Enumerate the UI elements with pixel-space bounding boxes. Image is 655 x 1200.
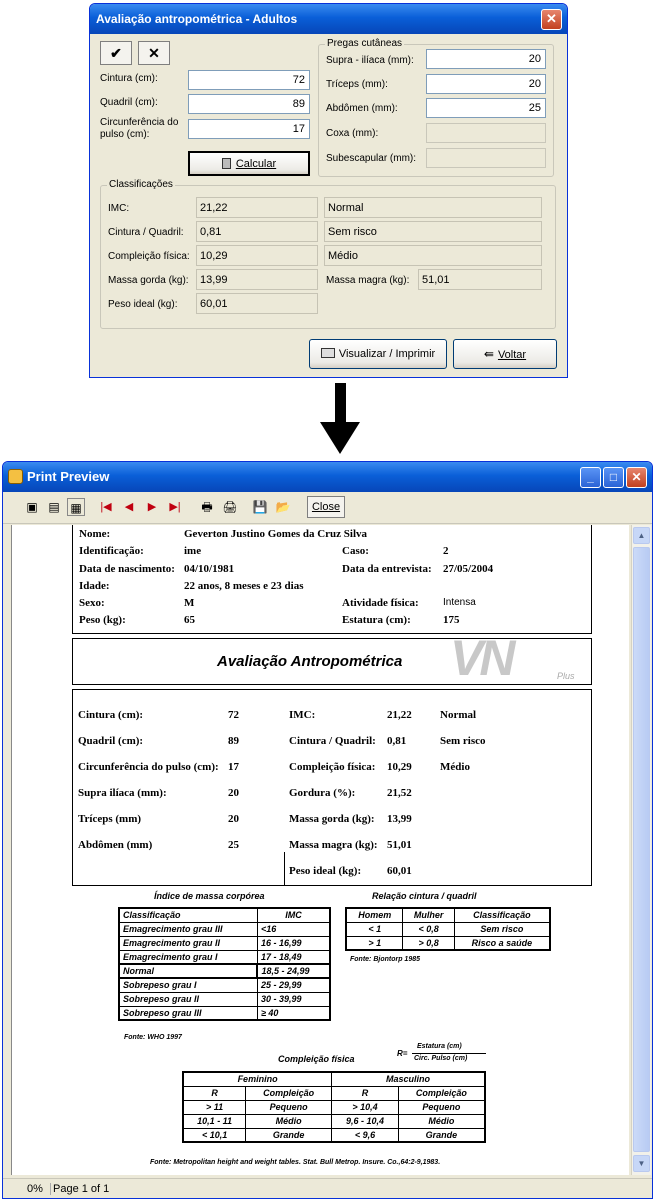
comp-th: Compleição bbox=[246, 1086, 332, 1100]
minimize-icon[interactable]: _ bbox=[580, 467, 601, 488]
classificacoes-title: Classificações bbox=[109, 179, 173, 190]
down-arrow-icon bbox=[320, 422, 360, 454]
peso-label: Peso (kg): bbox=[79, 614, 126, 626]
caso-label: Caso: bbox=[342, 545, 369, 557]
maximize-icon[interactable]: □ bbox=[603, 467, 624, 488]
peso-ideal-value: 60,01 bbox=[196, 293, 318, 314]
rcq-th: Mulher bbox=[403, 908, 454, 922]
table-row bbox=[183, 1128, 485, 1142]
peso-ideal-label: Peso ideal (kg): bbox=[108, 299, 178, 310]
r-quadril-label: Quadril (cm): bbox=[78, 735, 144, 747]
r-comp: 10,29 bbox=[387, 761, 412, 773]
app-icon bbox=[8, 469, 23, 484]
comp-cell: Pequeno bbox=[246, 1100, 332, 1114]
idade-value: 22 anos, 8 meses e 23 dias bbox=[184, 580, 304, 592]
imc-cell: 17 - 18,49 bbox=[257, 950, 330, 964]
comp-cell: < 9,6 bbox=[332, 1128, 399, 1142]
imc-table bbox=[118, 907, 331, 1021]
r-quadril: 89 bbox=[228, 735, 239, 747]
comp-table-groups bbox=[183, 1072, 485, 1086]
imc-cell: 18,5 - 24,99 bbox=[257, 964, 330, 978]
voltar-button[interactable] bbox=[453, 339, 557, 369]
status-page: Page 1 of 1 bbox=[50, 1183, 109, 1195]
pulso-label-line1: Circunferência do bbox=[100, 117, 179, 128]
table-row bbox=[119, 922, 330, 936]
abdomen-input[interactable]: 25 bbox=[426, 98, 546, 118]
preview-titlebar bbox=[3, 462, 652, 492]
single-page-icon[interactable]: ▣ bbox=[26, 500, 38, 514]
table-row bbox=[119, 992, 330, 1006]
r-imc: 21,22 bbox=[387, 709, 412, 721]
comp-table-source: Fonte: Metropolitan height and weight tables. Stat. Bull Metrop. Insure. Co.,64:2-9,1983. bbox=[150, 1159, 441, 1166]
r-cq-label: Cintura / Quadril: bbox=[289, 735, 376, 747]
comp-th: R bbox=[332, 1086, 399, 1100]
scroll-up-icon[interactable]: ▲ bbox=[633, 527, 650, 544]
comp-cell: Médio bbox=[246, 1114, 332, 1128]
formula-fraction-line bbox=[412, 1053, 486, 1054]
id-value: ime bbox=[184, 545, 202, 557]
entrevista-value: 27/05/2004 bbox=[443, 563, 494, 575]
page-width-icon[interactable]: ▤ bbox=[48, 500, 60, 514]
peso-ideal-divider bbox=[284, 852, 285, 886]
imc-cell: Normal bbox=[119, 964, 257, 978]
status-bar bbox=[3, 1178, 652, 1198]
report-title: Avaliação Antropométrica bbox=[217, 653, 403, 670]
patient-info-box bbox=[72, 525, 592, 634]
rcq-table-header bbox=[346, 908, 550, 922]
rcq-table-title: Relação cintura / quadril bbox=[372, 891, 477, 901]
r-gordura-label: Gordura (%): bbox=[289, 787, 356, 799]
r-abdomen: 25 bbox=[228, 839, 239, 851]
imc-th-0: Classificação bbox=[119, 908, 257, 922]
scroll-down-icon[interactable]: ▼ bbox=[633, 1155, 650, 1172]
quadril-input[interactable]: 89 bbox=[188, 94, 310, 114]
comp-cell: 9,6 - 10,4 bbox=[332, 1114, 399, 1128]
imc-cell: Sobrepeso grau II bbox=[119, 992, 257, 1006]
vertical-scrollbar[interactable] bbox=[631, 525, 651, 1175]
anthropometric-dialog bbox=[89, 3, 568, 378]
supra-label: Supra - ilíaca (mm): bbox=[326, 55, 414, 66]
r-imc-label: IMC: bbox=[289, 709, 316, 721]
r-cq-class: Sem risco bbox=[440, 735, 486, 747]
comp-formula-den: Circ. Pulso (cm) bbox=[414, 1055, 468, 1062]
imc-value: 21,22 bbox=[196, 197, 318, 218]
r-mgorda-label: Massa gorda (kg): bbox=[289, 813, 375, 825]
entrevista-label: Data da entrevista: bbox=[342, 563, 432, 575]
dialog-titlebar bbox=[90, 4, 567, 34]
scroll-thumb[interactable] bbox=[633, 547, 650, 1152]
report-page bbox=[11, 525, 629, 1175]
mmagra-label: Massa magra (kg): bbox=[326, 275, 410, 286]
table-row bbox=[119, 978, 330, 992]
r-triceps-label: Tríceps (mm) bbox=[78, 813, 142, 825]
r-mmagra: 51,01 bbox=[387, 839, 412, 851]
comp-group-feminino: Feminino bbox=[183, 1072, 332, 1086]
next-page-icon[interactable]: ▶ bbox=[147, 501, 157, 513]
imc-cell: Sobrepeso grau III bbox=[119, 1006, 257, 1020]
confirm-check-icon[interactable]: ✔ bbox=[100, 41, 132, 65]
r-peso-label: Peso ideal (kg): bbox=[289, 865, 362, 877]
whole-page-icon[interactable]: ▦ bbox=[67, 498, 85, 516]
estatura-label: Estatura (cm): bbox=[342, 614, 411, 626]
pulso-label-line2: pulso (cm): bbox=[100, 129, 150, 140]
coxa-input[interactable] bbox=[426, 123, 546, 143]
pulso-input[interactable]: 17 bbox=[188, 119, 310, 139]
status-zoom: 0% bbox=[27, 1183, 43, 1195]
cq-class: Sem risco bbox=[324, 221, 542, 242]
comp-th: Compleição bbox=[398, 1086, 485, 1100]
imc-label: IMC: bbox=[108, 203, 130, 214]
imc-cell: Emagrecimento grau II bbox=[119, 936, 257, 950]
comp-formula-r: R= bbox=[397, 1049, 408, 1058]
r-mmagra-label: Massa magra (kg): bbox=[289, 839, 378, 851]
comp-class: Médio bbox=[324, 245, 542, 266]
comp-cell: Pequeno bbox=[398, 1100, 485, 1114]
rcq-table-source: Fonte: Bjontorp 1985 bbox=[350, 956, 421, 963]
imc-cell: <16 bbox=[257, 922, 330, 936]
id-label: Identificação: bbox=[79, 545, 144, 557]
print-setup-icon[interactable]: 🖶 bbox=[201, 500, 213, 514]
window-close-icon[interactable]: ✕ bbox=[626, 467, 647, 488]
comp-value: 10,29 bbox=[196, 245, 318, 266]
down-arrow-shaft bbox=[335, 383, 346, 423]
cintura-label: Cintura (cm): bbox=[100, 73, 158, 84]
nasc-label: Data de nascimento: bbox=[79, 563, 175, 575]
r-pulso: 17 bbox=[228, 761, 239, 773]
imc-cell: Sobrepeso grau I bbox=[119, 978, 257, 992]
first-page-icon[interactable]: |◀ bbox=[100, 501, 112, 513]
estatura-value: 175 bbox=[443, 614, 460, 626]
preview-toolbar bbox=[3, 492, 652, 524]
triceps-label: Tríceps (mm): bbox=[326, 79, 388, 90]
r-gordura: 21,52 bbox=[387, 787, 412, 799]
rcq-cell: Risco a saúde bbox=[454, 936, 550, 950]
imc-th-1: IMC bbox=[257, 908, 330, 922]
peso-value: 65 bbox=[184, 614, 195, 626]
imc-table-source: Fonte: WHO 1997 bbox=[124, 1034, 182, 1041]
r-comp-class: Médio bbox=[440, 761, 470, 773]
atividade-label: Atividade física: bbox=[342, 597, 419, 609]
table-row bbox=[119, 964, 330, 978]
comp-cell: Grande bbox=[398, 1128, 485, 1142]
prev-page-icon[interactable]: ◀ bbox=[124, 501, 134, 513]
r-triceps: 20 bbox=[228, 813, 239, 825]
imc-cell: 30 - 39,99 bbox=[257, 992, 330, 1006]
mmagra-value: 51,01 bbox=[418, 269, 542, 290]
pregas-title: Pregas cutâneas bbox=[327, 38, 403, 49]
cq-value: 0,81 bbox=[196, 221, 318, 242]
table-row bbox=[183, 1114, 485, 1128]
comp-cell: 10,1 - 11 bbox=[183, 1114, 246, 1128]
sexo-value: M bbox=[184, 597, 195, 609]
triceps-input[interactable]: 20 bbox=[426, 74, 546, 94]
back-arrow-icon: ⇚ bbox=[483, 347, 494, 361]
r-cq: 0,81 bbox=[387, 735, 407, 747]
comp-cell: < 10,1 bbox=[183, 1128, 246, 1142]
nasc-value: 04/10/1981 bbox=[184, 563, 235, 575]
comp-table-header bbox=[183, 1086, 485, 1100]
rcq-table bbox=[345, 907, 551, 951]
mgorda-label: Massa gorda (kg): bbox=[108, 275, 189, 286]
visualizar-label: Visualizar / Imprimir bbox=[338, 348, 436, 360]
table-row bbox=[119, 1006, 330, 1020]
save-icon[interactable]: 💾 bbox=[252, 500, 268, 514]
calculator-icon bbox=[222, 158, 231, 169]
nome-value: Geverton Justino Gomes da Cruz Silva bbox=[184, 528, 368, 540]
comp-cell: > 11 bbox=[183, 1100, 246, 1114]
cancel-x-icon[interactable]: ✕ bbox=[138, 41, 170, 65]
comp-table-title: Compleição física bbox=[278, 1054, 355, 1064]
open-folder-icon[interactable]: 📂 bbox=[275, 500, 291, 514]
rcq-cell: < 0,8 bbox=[403, 922, 454, 936]
dialog-close-button[interactable]: ✕ bbox=[541, 9, 562, 30]
abdomen-label: Abdômen (mm): bbox=[326, 103, 398, 114]
nome-label: Nome: bbox=[79, 528, 111, 540]
rcq-cell: < 1 bbox=[346, 922, 403, 936]
imc-table-header bbox=[119, 908, 330, 922]
vn-logo-sub: Plus bbox=[557, 671, 575, 681]
rcq-cell: Sem risco bbox=[454, 922, 550, 936]
table-row bbox=[183, 1100, 485, 1114]
r-cintura: 72 bbox=[228, 709, 239, 721]
preview-close-button[interactable]: Close bbox=[307, 496, 345, 518]
vn-logo: VN bbox=[450, 630, 512, 686]
r-imc-class: Normal bbox=[440, 709, 477, 721]
r-pulso-label: Circunferência do pulso (cm): bbox=[78, 761, 219, 773]
table-row bbox=[346, 936, 550, 950]
r-mgorda: 13,99 bbox=[387, 813, 412, 825]
coxa-label: Coxa (mm): bbox=[326, 128, 379, 139]
rcq-cell: > 1 bbox=[346, 936, 403, 950]
rcq-th: Homem bbox=[346, 908, 403, 922]
rcq-th: Classificação bbox=[454, 908, 550, 922]
r-peso: 60,01 bbox=[387, 865, 412, 877]
comp-cell: Médio bbox=[398, 1114, 485, 1128]
table-row bbox=[346, 922, 550, 936]
imc-cell: 25 - 29,99 bbox=[257, 978, 330, 992]
r-supra: 20 bbox=[228, 787, 239, 799]
atividade-value: Intensa bbox=[443, 597, 476, 608]
supra-input[interactable]: 20 bbox=[426, 49, 546, 69]
table-row bbox=[119, 936, 330, 950]
r-cintura-label: Cintura (cm): bbox=[78, 709, 144, 721]
print-preview-window bbox=[2, 461, 653, 1199]
imc-cell: 16 - 16,99 bbox=[257, 936, 330, 950]
dialog-title: Avaliação antropométrica - Adultos bbox=[96, 12, 298, 26]
voltar-label: Voltar bbox=[497, 349, 527, 361]
visualizar-imprimir-button[interactable] bbox=[309, 339, 447, 369]
calcular-button[interactable] bbox=[188, 151, 310, 176]
mgorda-value: 13,99 bbox=[196, 269, 318, 290]
imc-cell: ≥ 40 bbox=[257, 1006, 330, 1020]
comp-formula-num: Estatura (cm) bbox=[417, 1043, 462, 1050]
comp-group-masculino: Masculino bbox=[332, 1072, 485, 1086]
print-icon[interactable]: 🖨 bbox=[222, 500, 238, 514]
comp-th: R bbox=[183, 1086, 246, 1100]
imc-table-title: Índice de massa corpórea bbox=[154, 891, 265, 901]
caso-value: 2 bbox=[443, 545, 449, 557]
cq-label: Cintura / Quadril: bbox=[108, 227, 184, 238]
r-comp-label: Compleição física: bbox=[289, 761, 376, 773]
imc-cell: Emagrecimento grau III bbox=[119, 922, 257, 936]
printer-icon bbox=[321, 348, 335, 358]
calcular-label: Calcular bbox=[235, 158, 277, 170]
table-row bbox=[119, 950, 330, 964]
r-abdomen-label: Abdômen (mm) bbox=[78, 839, 153, 851]
preview-title: Print Preview bbox=[27, 469, 110, 484]
quadril-label: Quadril (cm): bbox=[100, 97, 158, 108]
subescapular-input[interactable] bbox=[426, 148, 546, 168]
sexo-label: Sexo: bbox=[79, 597, 105, 609]
comp-cell: > 10,4 bbox=[332, 1100, 399, 1114]
idade-label: Idade: bbox=[79, 580, 110, 592]
imc-class: Normal bbox=[324, 197, 542, 218]
imc-cell: Emagrecimento grau I bbox=[119, 950, 257, 964]
comp-label: Compleição física: bbox=[108, 251, 190, 262]
comp-table bbox=[182, 1071, 486, 1143]
rcq-cell: > 0,8 bbox=[403, 936, 454, 950]
r-supra-label: Supra ilíaca (mm): bbox=[78, 787, 167, 799]
cintura-input[interactable]: 72 bbox=[188, 70, 310, 90]
subescapular-label: Subescapular (mm): bbox=[326, 153, 417, 164]
comp-cell: Grande bbox=[246, 1128, 332, 1142]
last-page-icon[interactable]: ▶| bbox=[169, 501, 181, 513]
